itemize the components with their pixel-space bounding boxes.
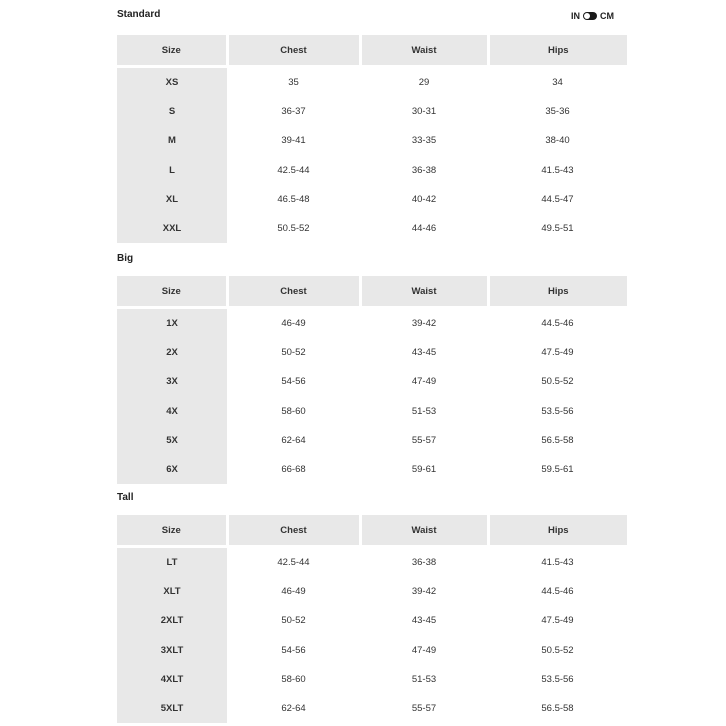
chest-cell: 58-60 — [281, 673, 306, 685]
chest-cell: 35 — [288, 77, 299, 89]
hips-cell: 35-36 — [545, 106, 570, 118]
waist-cell: 33-35 — [411, 135, 437, 147]
table-row — [117, 156, 627, 185]
section-title-standard: Standard — [117, 9, 161, 20]
section-title-tall: Tall — [117, 492, 134, 503]
chest-cell: 46.5-48 — [277, 193, 310, 205]
table-header-row — [117, 276, 627, 306]
waist-cell: 51-53 — [411, 673, 437, 685]
header-chest: Chest — [227, 35, 360, 65]
unit-label-cm: CM — [600, 11, 614, 21]
table-row — [117, 397, 627, 426]
chest-cell: 46-49 — [281, 586, 306, 598]
hips-cell: 44.5-46 — [541, 318, 574, 330]
table-row — [117, 367, 627, 396]
table-row — [117, 97, 627, 126]
section-title-big: Big — [117, 253, 134, 264]
hips-cell: 53.5-56 — [541, 673, 574, 685]
table-row — [117, 636, 627, 665]
header-size: Size — [117, 276, 227, 306]
header-hips: Hips — [488, 276, 627, 306]
size-cell: S — [117, 97, 227, 126]
chest-cell: 58-60 — [281, 405, 306, 417]
switch-knob — [584, 13, 590, 19]
header-hips: Hips — [488, 515, 627, 545]
table-header-row — [117, 35, 627, 65]
chest-cell: 54-56 — [281, 644, 306, 656]
hips-cell: 59.5-61 — [541, 464, 574, 476]
size-cell: LT — [117, 548, 227, 577]
size-cell: XL — [117, 185, 227, 214]
chest-cell: 46-49 — [281, 318, 306, 330]
hips-cell: 56.5-58 — [541, 434, 574, 446]
hips-cell: 53.5-56 — [541, 405, 574, 417]
waist-cell: 55-57 — [411, 703, 437, 715]
size-cell: XS — [117, 68, 227, 97]
chest-cell: 42.5-44 — [277, 557, 310, 569]
hips-cell: 41.5-43 — [541, 557, 574, 569]
table-row — [117, 338, 627, 367]
size-cell: 5X — [117, 426, 227, 455]
size-cell: M — [117, 126, 227, 155]
table-row — [117, 185, 627, 214]
header-chest: Chest — [227, 515, 360, 545]
size-cell: 5XLT — [117, 694, 227, 723]
big-size-table — [117, 276, 627, 484]
size-cell: 1X — [117, 309, 227, 338]
chest-cell: 50.5-52 — [277, 223, 310, 235]
size-cell: 2X — [117, 338, 227, 367]
size-cell: 3XLT — [117, 636, 227, 665]
waist-cell: 36-38 — [411, 557, 437, 569]
hips-cell: 49.5-51 — [541, 223, 574, 235]
hips-cell: 50.5-52 — [541, 644, 574, 656]
table-header-row — [117, 515, 627, 545]
chest-cell: 50-52 — [281, 615, 306, 627]
waist-cell: 40-42 — [411, 193, 437, 205]
waist-cell: 47-49 — [411, 376, 437, 388]
standard-size-table — [117, 35, 627, 243]
hips-cell: 34 — [552, 77, 563, 89]
chest-cell: 66-68 — [281, 464, 306, 476]
waist-cell: 44-46 — [411, 223, 437, 235]
unit-label-in: IN — [571, 11, 580, 21]
hips-cell: 56.5-58 — [541, 703, 574, 715]
size-cell: 3X — [117, 367, 227, 396]
table-row — [117, 126, 627, 155]
chest-cell: 50-52 — [281, 347, 306, 359]
hips-cell: 47.5-49 — [541, 615, 574, 627]
chest-cell: 62-64 — [281, 434, 306, 446]
header-chest: Chest — [227, 276, 360, 306]
waist-cell: 30-31 — [411, 106, 437, 118]
size-cell: 4X — [117, 397, 227, 426]
table-row — [117, 455, 627, 484]
header-size: Size — [117, 515, 227, 545]
waist-cell: 47-49 — [411, 644, 437, 656]
unit-toggle[interactable] — [571, 9, 614, 23]
table-row — [117, 606, 627, 635]
hips-cell: 44.5-47 — [541, 193, 574, 205]
size-cell: L — [117, 156, 227, 185]
waist-cell: 39-42 — [411, 586, 437, 598]
table-row — [117, 665, 627, 694]
hips-cell: 50.5-52 — [541, 376, 574, 388]
tall-size-table — [117, 515, 627, 723]
header-waist: Waist — [360, 515, 488, 545]
size-cell: 2XLT — [117, 606, 227, 635]
table-row — [117, 426, 627, 455]
hips-cell: 41.5-43 — [541, 164, 574, 176]
table-row — [117, 694, 627, 723]
header-size: Size — [117, 35, 227, 65]
size-cell: 4XLT — [117, 665, 227, 694]
table-row — [117, 214, 627, 243]
header-hips: Hips — [488, 35, 627, 65]
waist-cell: 39-42 — [411, 318, 437, 330]
table-row — [117, 68, 627, 97]
header-waist: Waist — [360, 35, 488, 65]
waist-cell: 36-38 — [411, 164, 437, 176]
size-cell: 6X — [117, 455, 227, 484]
table-row — [117, 548, 627, 577]
unit-switch[interactable] — [583, 12, 597, 20]
waist-cell: 43-45 — [411, 347, 437, 359]
hips-cell: 47.5-49 — [541, 347, 574, 359]
chest-cell: 42.5-44 — [277, 164, 310, 176]
chest-cell: 54-56 — [281, 376, 306, 388]
chest-cell: 62-64 — [281, 703, 306, 715]
table-row — [117, 309, 627, 338]
size-cell: XLT — [117, 577, 227, 606]
chest-cell: 36-37 — [281, 106, 306, 118]
waist-cell: 43-45 — [411, 615, 437, 627]
waist-cell: 51-53 — [411, 405, 437, 417]
waist-cell: 59-61 — [411, 464, 437, 476]
table-row — [117, 577, 627, 606]
waist-cell: 55-57 — [411, 434, 437, 446]
hips-cell: 44.5-46 — [541, 586, 574, 598]
hips-cell: 38-40 — [545, 135, 570, 147]
chest-cell: 39-41 — [281, 135, 306, 147]
waist-cell: 29 — [418, 77, 430, 89]
size-cell: XXL — [117, 214, 227, 243]
header-waist: Waist — [360, 276, 488, 306]
